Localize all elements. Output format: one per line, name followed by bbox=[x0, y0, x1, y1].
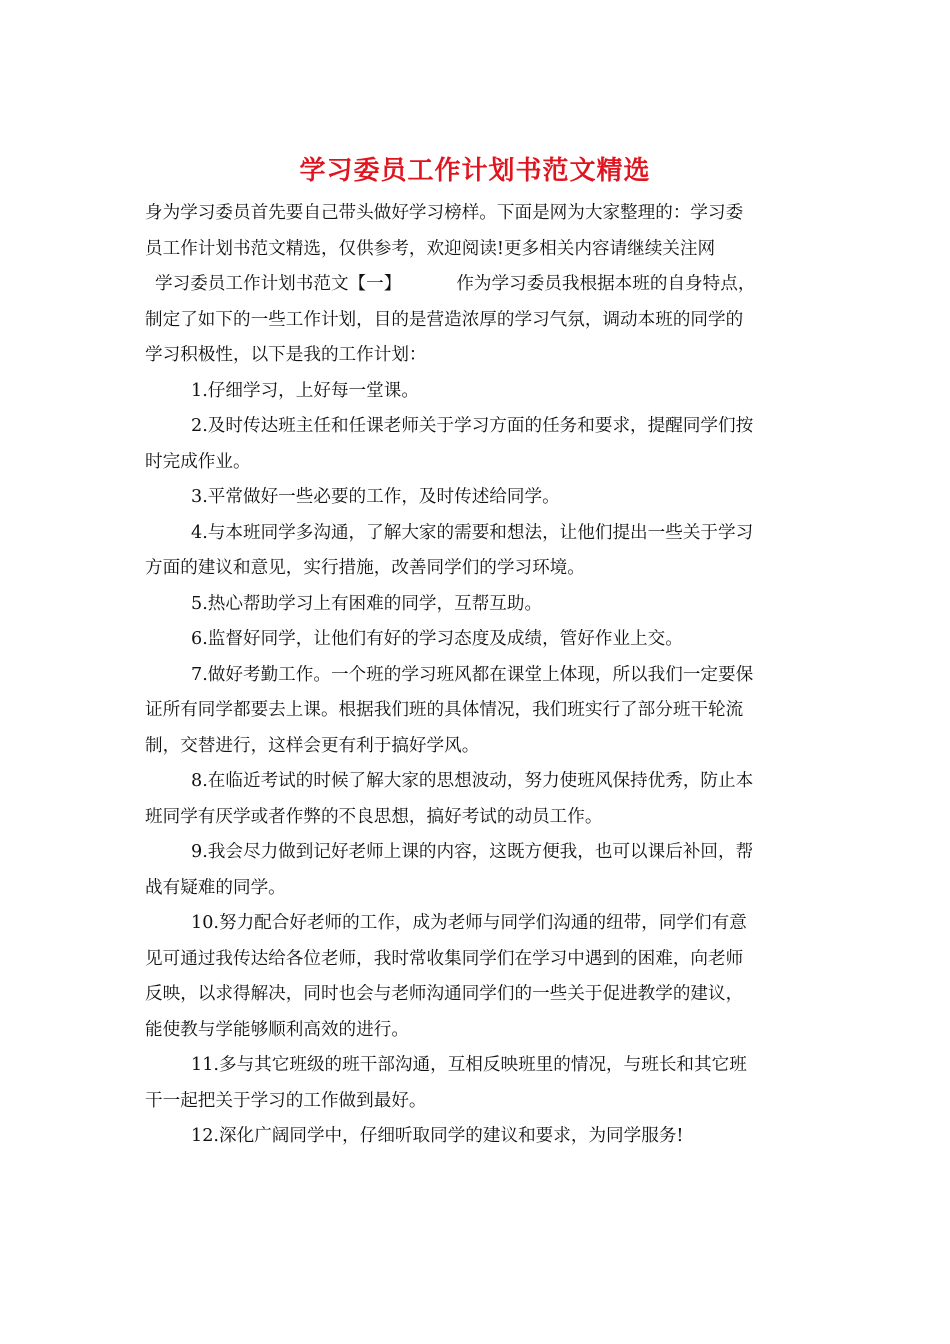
intro-line: 员工作计划书范文精选，仅供参考，欢迎阅读!更多相关内容请继续关注网 bbox=[145, 238, 716, 259]
list-item: 6.监督好同学，让他们有好的学习态度及成绩，管好作业上交。 bbox=[191, 629, 683, 649]
list-item: 2.及时传达班主任和任课老师关于学习方面的任务和要求，提醒同学们按 时完成作业。 bbox=[145, 416, 754, 472]
list-item: 4.与本班同学多沟通，了解大家的需要和想法，让他们提出一些关于学习 方面的建议和意见，实行措施，改善同学们的学习环境。 bbox=[145, 522, 754, 578]
list-item: 9.我会尽力做到记好老师上课的内容，这既方便我，也可以课后补回，帮 战有疑难的同学。 bbox=[145, 842, 754, 898]
list-item: 7.做好考勤工作。一个班的学习班风都在课堂上体现，所以我们一定要保 证所有同学都要去上课。根据我们班的具体情况，我们班实行了部分班干轮流 制，交替进行，这样会更有利于搞好学风。 bbox=[145, 664, 754, 756]
list-item: 10.努力配合好老师的工作，成为老师与同学们沟通的纽带，同学们有意 见可通过我传达给各位老师，我时常收集同学们在学习中遇到的困难，向老师 反映，以求得解决，同时也会与老师沟通同学们的一些关于促进教学的建议， 能使教与学能够顺利高效的进行。 bbox=[145, 913, 747, 1040]
document-title: 学习委员工作计划书范文精选 bbox=[299, 156, 651, 186]
section-heading-line bbox=[145, 267, 810, 303]
section-heading: 学习委员工作计划书范文【一】 bbox=[155, 274, 402, 294]
list-item: 8.在临近考试的时候了解大家的思想波动，努力使班风保持优秀，防止本 班同学有厌学或者作弊的不良思想，搞好考试的动员工作。 bbox=[145, 771, 754, 827]
list-item: 12.深化广阔同学中，仔细听取同学的建议和要求，为同学服务! bbox=[191, 1126, 684, 1146]
section-intro-line: 学习积极性，以下是我的工作计划： bbox=[145, 345, 427, 365]
document-body bbox=[145, 196, 810, 1155]
section-intro-line: 制定了如下的一些工作计划，目的是营造浓厚的学习气氛，调动本班的同学的 bbox=[145, 309, 744, 330]
list-item: 3.平常做好一些必要的工作，及时传述给同学。 bbox=[191, 487, 560, 507]
list-item: 11.多与其它班级的班干部沟通，互相反映班里的情况，与班长和其它班 干一起把关于学习的工作做到最好。 bbox=[145, 1055, 747, 1111]
section-intro-text: 作为学习委员我根据本班的自身特点， bbox=[456, 274, 756, 294]
intro-line: 身为学习委员首先要自己带头做好学习榜样。下面是网为大家整理的：学习委 bbox=[145, 203, 744, 223]
list-item: 1.仔细学习，上好每一堂课。 bbox=[191, 380, 419, 401]
list-item: 5.热心帮助学习上有困难的同学，互帮互助。 bbox=[191, 593, 543, 614]
